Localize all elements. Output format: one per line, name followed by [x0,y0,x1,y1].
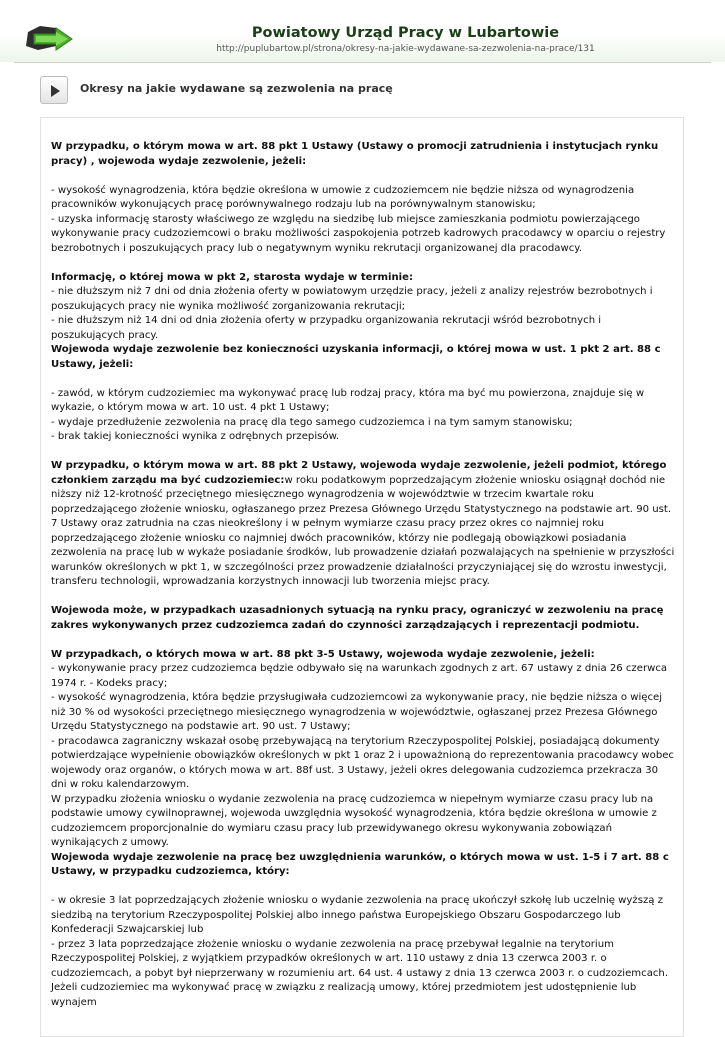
paragraph: w roku podatkowym poprzedzającym złożenie wniosku osiągnął dochód nie niższy niż 12-krotność przeciętnego miesięcznego wynagrodzenia w województwie w trzecim kwartale roku poprzedzającego złożenie wniosku, ogłaszanego przez Prezesa Głównego Urzędu Statystycznego na podstawie art. 90 ust. 7 Ustawy oraz zatrudnia na czas nieokreślony i w pełnym wymiarze czasu pracy przez okres co najmniej roku poprzedzającego złożenie wniosku co najmniej dwóch pracowników, którzy nie podlegają obowiązkowi posiadania zezwolenia na pracę lub w wykaże posiadanie środków, lub prowadzenie działań pozwalających na spełnienie w przyszłości warunków określonych w pkt 1, w szczególności przez prowadzenie działalności przyczyniającej się do wzrostu inwestycji, transferu technologii, wprowadzania korzystnych innowacji lub tworzenia miejsc pracy. [51,474,675,587]
paragraph-heading: W przypadku, o którym mowa w art. 88 pkt 2 Ustawy, wojewoda wydaje zezwolenie, jeżeli podmiot, którego członkiem zarządu ma być cudzoziemiec: [51,460,667,486]
paragraph: - wysokość wynagrodzenia, która będzie określona w umowie z cudzoziemcem nie będzie niższa od wynagrodzenia pracowników wykonujących pracę porównywalnego rodzaju lub na porównywalnym stanowisku; [51,184,635,210]
paragraph: - nie dłuższym niż 14 dni od dnia złożenia oferty w przypadku organizowania rekrutacji wśród bezrobotnych i poszukujących pracy. [51,315,602,341]
paragraph: - wykonywanie pracy przez cudzoziemca będzie odbywało się na warunkach zgodnych z art. 67 ustawy z dnia 26 czerwca 1974 r. - Kodeks pracy; [51,663,668,689]
paragraph: - wydaje przedłużenie zezwolenia na pracę dla tego samego cudzoziemca i na tym samym stanowisku; [51,416,573,428]
paragraph-heading: Wojewoda wydaje zezwolenie bez konieczności uzyskania informacji, o której mowa w ust. 1 pkt 2 art. 88 c Ustawy, jeżeli: [51,344,661,370]
paragraph: W przypadku złożenia wniosku o wydanie zezwolenia na pracę cudzoziemca w niepełnym wymiarze czasu pracy lub na podstawie umowy cywilnoprawnej, wojewoda uwzględnia wysokość wynagrodzenia, która będzie określona w umowie z cudzoziemcem proporcjonalnie do wymiaru czasu pracy lub przewidywanego okresu wykonywania zobowiązań wynikających z umowy. [51,793,657,848]
paragraph: - brak takiej konieczności wynika z odrębnych przepisów. [51,431,340,442]
site-title[interactable]: Powiatowy Urząd Pracy w Lubartowie [251,25,560,41]
green-arrow-logo-icon[interactable] [26,24,76,54]
paragraph: - wysokość wynagrodzenia, która będzie przysługiwała cudzoziemcowi za wykonywanie pracy, nie będzie niższa o więcej niż 30 % od wysokości przeciętnego miesięcznego wynagrodzenia w województwie, ogłaszanej przez Prezesa Głównego Urzędu Statystycznego na podstawie art. 90 ust. 7 Ustawy; [51,692,663,732]
header-divider [14,62,711,63]
paragraph-heading: Wojewoda wydaje zezwolenie na pracę bez uwzględnienia warunków, o których mowa w ust. 1-5 i 7 art. 88 c Ustawy, w przypadku cudzoziemca, który: [51,851,669,877]
paragraph: - pracodawca zagraniczny wskazał osobę przebywającą na terytorium Rzeczypospolitej Polskiej, posiadającą dokumenty potwierdzające wypełnienie obowiązków określonych w pkt 1 oraz 2 i upoważnioną do reprezentowania pracodawcy wobec wojewody oraz organów, o których mowa w art. 88f ust. 3 Ustawy, jeżeli okres delegowania cudzoziemca przekracza 30 dni w roku kalendarzowym. [51,735,674,790]
paragraph: Jeżeli cudzoziemiec ma wykonywać pracę w związku z realizacją umowy, której przedmiotem jest udostępnienie lub wynajem [51,982,637,1008]
article-box [40,117,684,1037]
paragraph-heading: W przypadkach, o których mowa w art. 88 pkt 3-5 Ustawy, wojewoda wydaje zezwolenie, jeżeli: [51,648,595,660]
page-title: Okresy na jakie wydawane są zezwolenia na pracę [80,82,393,95]
page-url[interactable]: http://puplubartow.pl/strona/okresy-na-jakie-wydawane-sa-zezwolenia-na-prace/131 [216,44,595,54]
site-header [0,0,725,62]
paragraph: - nie dłuższym niż 7 dni od dnia złożenia oferty w powiatowym urzędzie pracy, jeżeli z analizy rejestrów bezrobotnych i poszukujących pracy nie wynika możliwość zorganizowania rekrutacji; [51,286,653,312]
paragraph-heading: Wojewoda może, w przypadkach uzasadnionych sytuacją na rynku pracy, ograniczyć w zezwoleniu na pracę zakres wykonywanych przez cudzoziemca zadań do czynności zarządzających i reprezentacji podmiotu. [51,605,664,631]
paragraph: - w okresie 3 lat poprzedzających złożenie wniosku o wydanie zezwolenia na pracę ukończył szkołę lub uczelnię wyższą z siedzibą na terytorium Rzeczypospolitej Polskiej albo innego państwa Europejskiego Obszaru Gospodarczego lub Konfederacji Szwajcarskiej lub [51,895,663,935]
article-body [51,140,676,1010]
back-arrow-button[interactable] [40,76,68,104]
paragraph: - zawód, w którym cudzoziemiec ma wykonywać pracę lub rodzaj pracy, która ma być mu powierzona, znajduje się w wykazie, o którym mowa w art. 10 ust. 4 pkt 1 Ustawy; [51,387,645,413]
chevron-right-icon [49,84,61,98]
paragraph: - przez 3 lata poprzedzające złożenie wniosku o wydanie zezwolenia na pracę przebywał legalnie na terytorium Rzeczypospolitej Polskiej, z wyjątkiem przypadków określonych w art. 110 ustawy z dnia 13 czerwca 2003 r. o cudzoziemcach, a pobyt był nieprzerwany w rozumieniu art. 64 ust. 4 ustawy z dnia 13 czerwca 2003 r. o cudzoziemcach. [51,938,669,979]
paragraph: - uzyska informację starosty właściwego ze względu na siedzibę lub miejsce zamieszkania podmiotu powierzającego wykonywanie pracy cudzoziemcowi o braku możliwości zaspokojenia potrzeb kadrowych pracodawcy w oparciu o rejestry bezrobotnych i poszukujących pracy lub o negatywnym wyniku rekrutacji organizowanej dla pracodawcy. [51,213,666,254]
paragraph-heading: W przypadku, o którym mowa w art. 88 pkt 1 Ustawy (Ustawy o promocji zatrudnienia i instytucjach rynku pracy) , wojewoda wydaje zezwolenie, jeżeli: [51,141,659,167]
paragraph-heading: Informację, o której mowa w pkt 2, starosta wydaje w terminie: [51,271,413,283]
